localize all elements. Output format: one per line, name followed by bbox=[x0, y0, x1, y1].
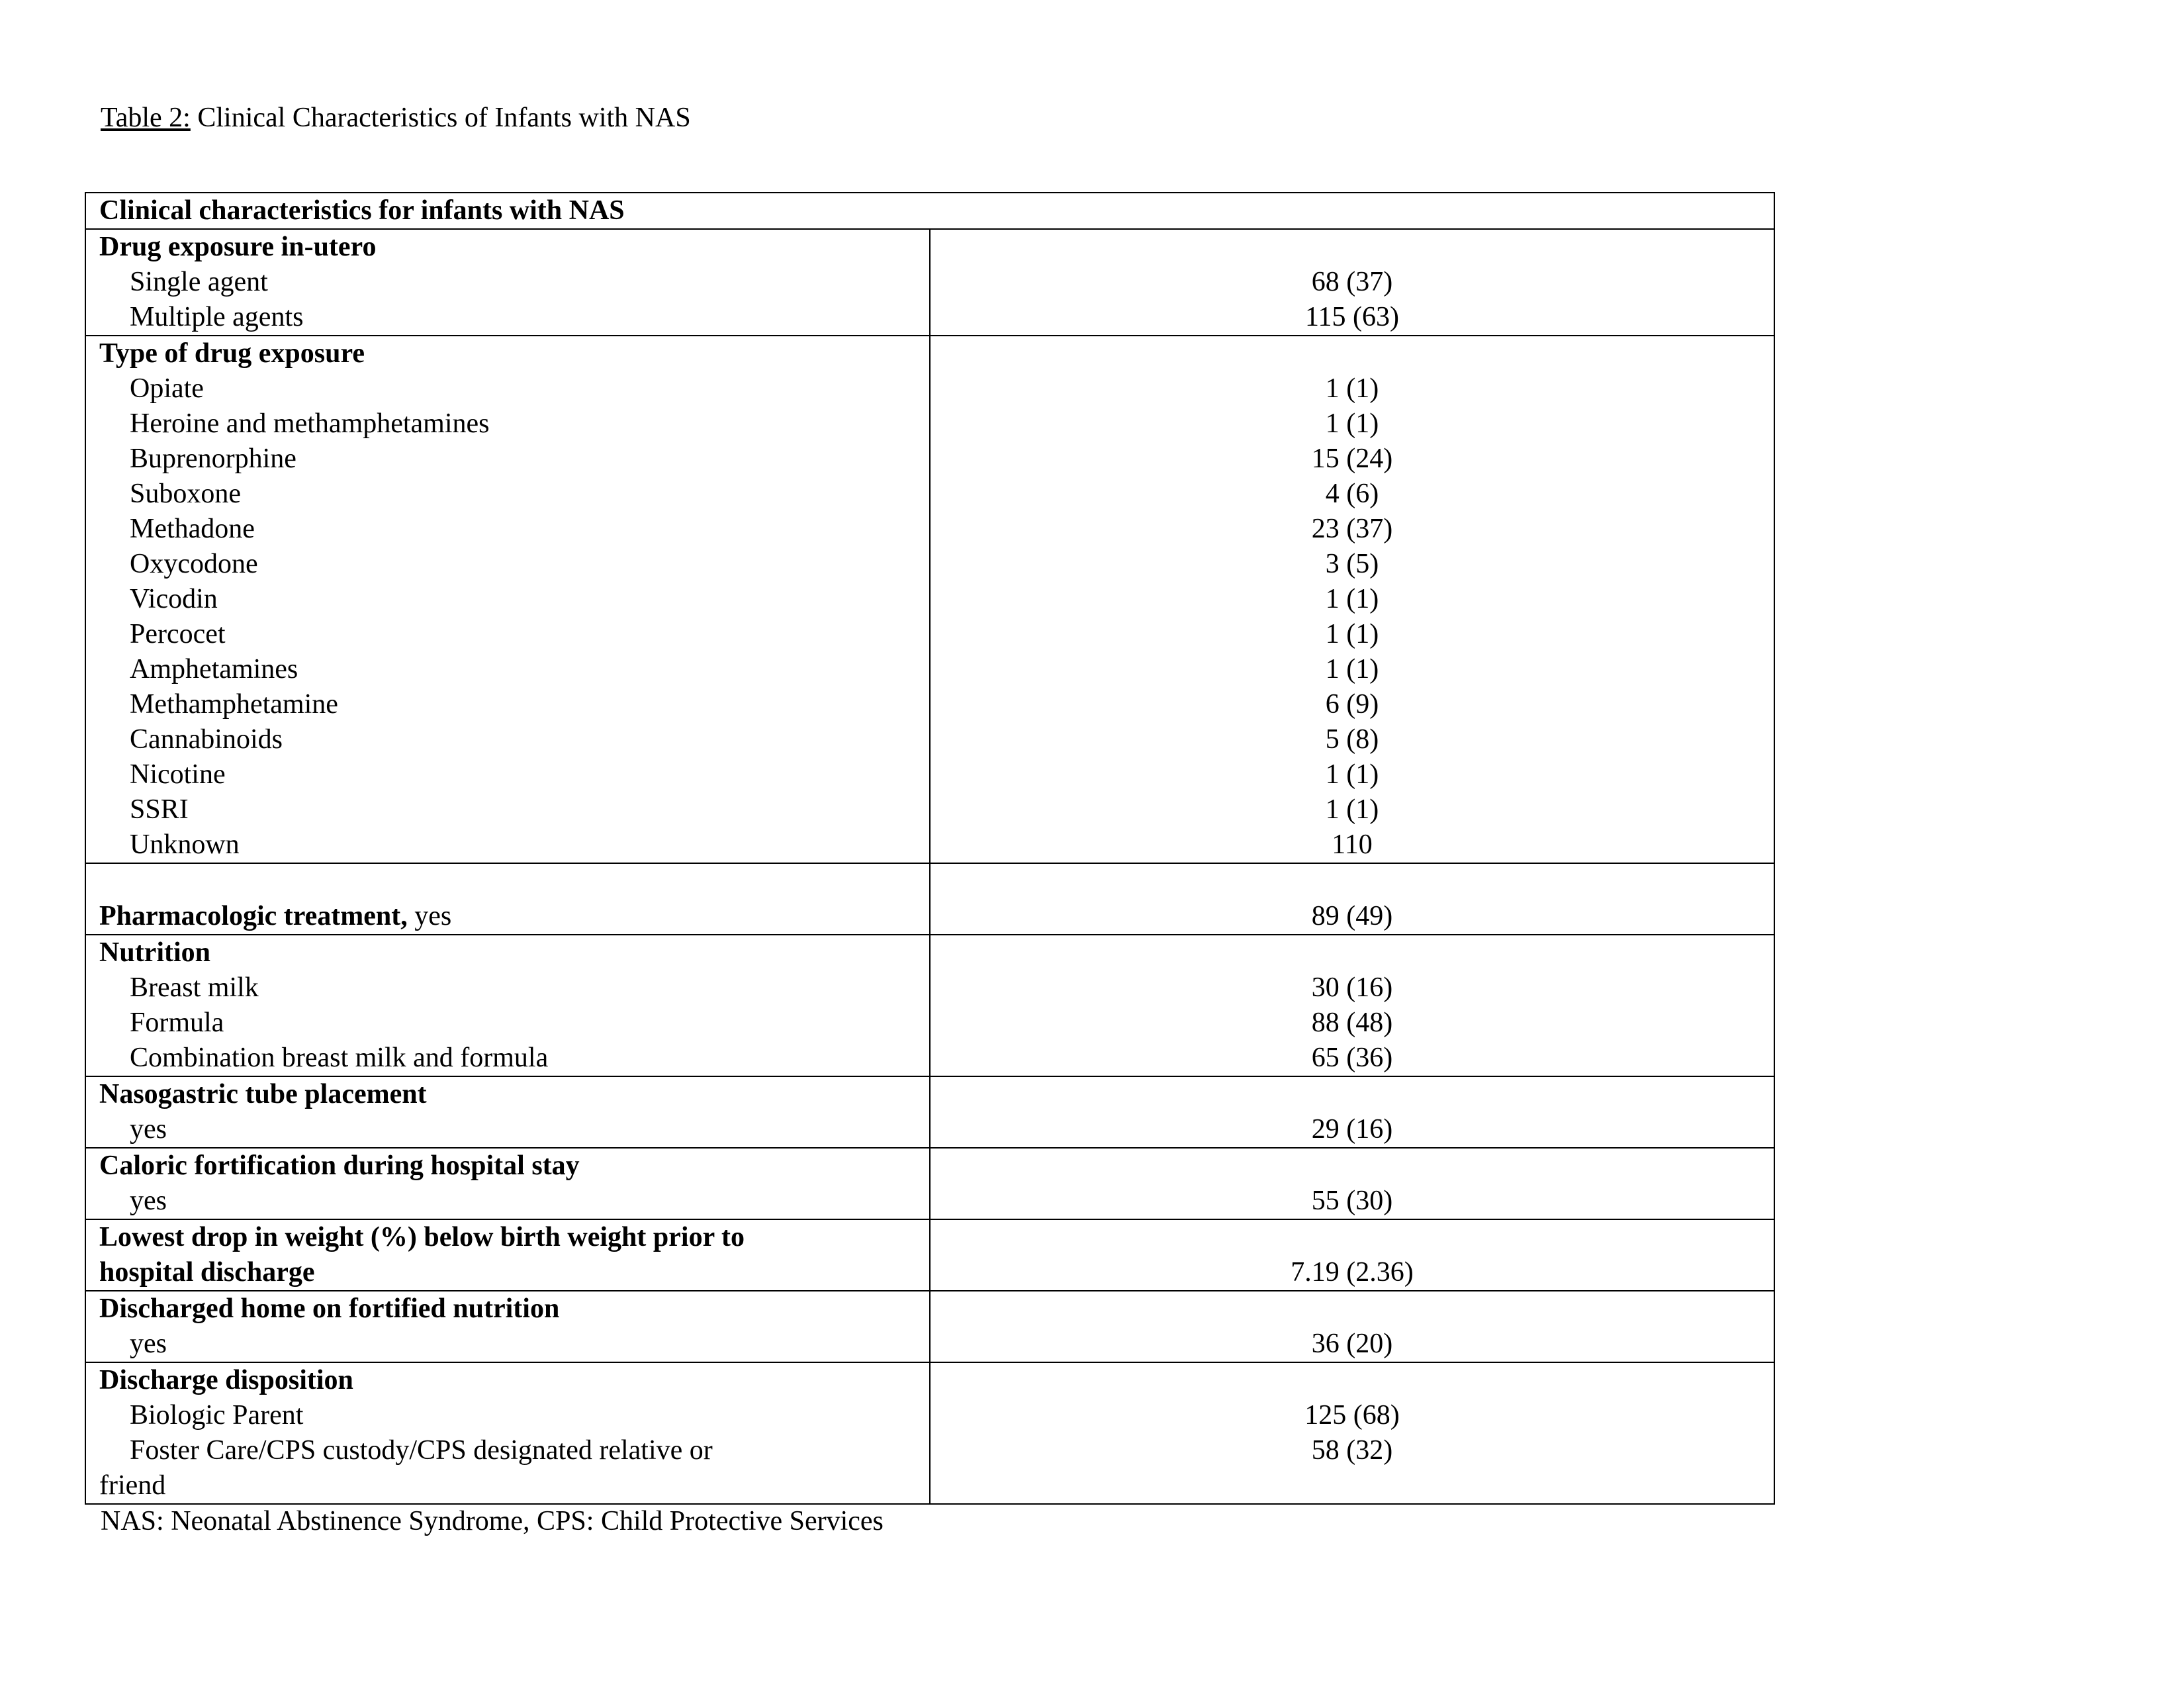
row-value: 29 (16) bbox=[1311, 1114, 1393, 1145]
row-label: Breast milk bbox=[130, 972, 259, 1003]
blank-line bbox=[944, 1220, 1760, 1255]
blank-line bbox=[944, 336, 1760, 371]
blank-line bbox=[99, 864, 916, 899]
row-label-continuation: friend bbox=[99, 1470, 166, 1501]
section-label-cell bbox=[85, 336, 930, 863]
section-discharged-fortified bbox=[85, 1291, 1774, 1362]
section-discharge-disposition bbox=[85, 1362, 1774, 1504]
row-label: Formula bbox=[130, 1008, 224, 1038]
row-value: 1 (1) bbox=[1325, 408, 1379, 439]
row-label: Heroine and methamphetamines bbox=[130, 408, 490, 439]
row-label: Methadone bbox=[130, 514, 255, 544]
section-nasogastric-tube bbox=[85, 1076, 1774, 1148]
section-label-cell bbox=[85, 1219, 930, 1291]
section-label-cell bbox=[85, 1148, 930, 1219]
row-value: 1 (1) bbox=[1325, 794, 1379, 825]
section-label-cell bbox=[85, 1362, 930, 1504]
section-label-cell bbox=[85, 1291, 930, 1362]
row-value: 89 (49) bbox=[1311, 901, 1393, 931]
blank-line bbox=[944, 1468, 1760, 1503]
section-value-cell bbox=[930, 336, 1774, 863]
table-caption-text: Clinical Characteristics of Infants with NAS bbox=[190, 103, 691, 133]
section-label-cell bbox=[85, 1076, 930, 1148]
row-label: Percocet bbox=[130, 619, 226, 649]
row-label: yes bbox=[130, 1329, 167, 1359]
blank-line bbox=[944, 1077, 1760, 1112]
row-value: 4 (6) bbox=[1325, 479, 1379, 509]
row-label: SSRI bbox=[130, 794, 189, 825]
section-title: Caloric fortification during hospital stay bbox=[99, 1150, 580, 1181]
row-value: 1 (1) bbox=[1325, 584, 1379, 614]
blank-line bbox=[944, 1363, 1760, 1398]
row-value: 1 (1) bbox=[1325, 619, 1379, 649]
table-header: Clinical characteristics for infants with NAS bbox=[85, 193, 1774, 229]
row-value: 5 (8) bbox=[1325, 724, 1379, 755]
section-nutrition bbox=[85, 935, 1774, 1076]
row-label: Multiple agents bbox=[130, 302, 304, 332]
section-title: Type of drug exposure bbox=[99, 338, 365, 369]
row-value: 6 (9) bbox=[1325, 689, 1379, 720]
row-value: 7.19 (2.36) bbox=[1291, 1257, 1414, 1288]
row-value: 15 (24) bbox=[1311, 444, 1393, 474]
section-lowest-drop-in-weight bbox=[85, 1219, 1774, 1291]
section-title: Nutrition bbox=[99, 937, 210, 968]
section-pharmacologic-treatment bbox=[85, 863, 1774, 935]
row-label: yes bbox=[130, 1114, 167, 1145]
row-value: 1 (1) bbox=[1325, 373, 1379, 404]
section-title: Discharged home on fortified nutrition bbox=[99, 1293, 560, 1324]
row-label: Unknown bbox=[130, 829, 240, 860]
row-label: Foster Care/CPS custody/CPS designated relative or bbox=[130, 1435, 713, 1466]
section-type-of-drug-exposure bbox=[85, 336, 1774, 863]
row-label: Biologic Parent bbox=[130, 1400, 304, 1430]
row-label: Opiate bbox=[130, 373, 204, 404]
row-value: 88 (48) bbox=[1311, 1008, 1393, 1038]
row-label: Single agent bbox=[130, 267, 268, 297]
row-label: Methamphetamine bbox=[130, 689, 338, 720]
section-label-cell bbox=[85, 863, 930, 935]
row-value: 36 (20) bbox=[1311, 1329, 1393, 1359]
row-value: 23 (37) bbox=[1311, 514, 1393, 544]
section-caloric-fortification bbox=[85, 1148, 1774, 1219]
row-label: Amphetamines bbox=[130, 654, 298, 684]
row-value: 58 (32) bbox=[1311, 1435, 1393, 1466]
blank-line bbox=[944, 864, 1760, 899]
section-label-cell bbox=[85, 935, 930, 1076]
section-value-cell bbox=[930, 229, 1774, 336]
row-value: 3 (5) bbox=[1325, 549, 1379, 579]
section-title-line bbox=[99, 899, 916, 934]
blank-line bbox=[944, 1291, 1760, 1327]
blank-line bbox=[944, 230, 1760, 265]
section-value-cell bbox=[930, 935, 1774, 1076]
table-caption-label: Table 2: bbox=[101, 103, 191, 133]
table-header-row bbox=[85, 193, 1774, 229]
section-drug-exposure-in-utero bbox=[85, 229, 1774, 336]
row-value: 115 (63) bbox=[1305, 302, 1399, 332]
section-title: Discharge disposition bbox=[99, 1365, 353, 1395]
row-label: Vicodin bbox=[130, 584, 218, 614]
row-value: 68 (37) bbox=[1311, 267, 1393, 297]
row-label: Suboxone bbox=[130, 479, 241, 509]
row-label: Combination breast milk and formula bbox=[130, 1043, 549, 1073]
row-label: yes bbox=[130, 1186, 167, 1216]
blank-line bbox=[944, 1149, 1760, 1184]
section-value-cell bbox=[930, 1148, 1774, 1219]
row-label: Nicotine bbox=[130, 759, 226, 790]
section-value-cell bbox=[930, 863, 1774, 935]
section-title: Nasogastric tube placement bbox=[99, 1079, 427, 1109]
section-title-line-1: Lowest drop in weight (%) below birth weight prior to bbox=[99, 1222, 745, 1252]
clinical-characteristics-table bbox=[85, 192, 1775, 1505]
row-label: Cannabinoids bbox=[130, 724, 283, 755]
row-value: 110 bbox=[1332, 829, 1373, 860]
section-title: Pharmacologic treatment, bbox=[99, 901, 408, 931]
section-value-cell bbox=[930, 1291, 1774, 1362]
row-label: Oxycodone bbox=[130, 549, 258, 579]
table-caption bbox=[101, 99, 691, 136]
row-label: Buprenorphine bbox=[130, 444, 296, 474]
row-value: 65 (36) bbox=[1311, 1043, 1393, 1073]
section-value-cell bbox=[930, 1219, 1774, 1291]
row-value: 55 (30) bbox=[1311, 1186, 1393, 1216]
section-value-cell bbox=[930, 1076, 1774, 1148]
row-value: 1 (1) bbox=[1325, 654, 1379, 684]
section-title-suffix: yes bbox=[407, 901, 452, 931]
table-footnote: NAS: Neonatal Abstinence Syndrome, CPS: Child Protective Services bbox=[101, 1506, 884, 1536]
section-title-line-2: hospital discharge bbox=[99, 1257, 315, 1288]
row-value: 30 (16) bbox=[1311, 972, 1393, 1003]
section-label-cell bbox=[85, 229, 930, 336]
blank-line bbox=[944, 935, 1760, 970]
row-value: 125 (68) bbox=[1304, 1400, 1400, 1430]
section-title: Drug exposure in-utero bbox=[99, 232, 377, 262]
row-value: 1 (1) bbox=[1325, 759, 1379, 790]
section-value-cell bbox=[930, 1362, 1774, 1504]
